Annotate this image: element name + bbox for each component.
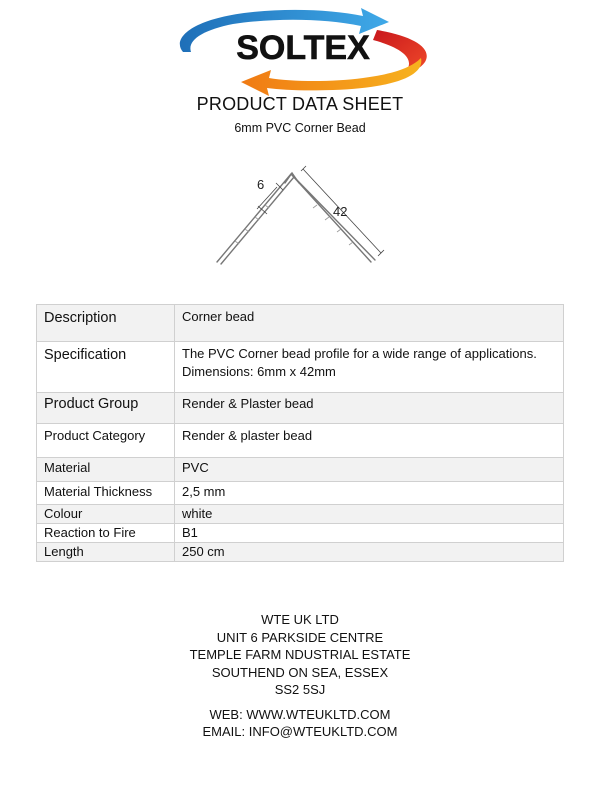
company-contact: [0, 706, 600, 740]
email-address: EMAIL: INFO@WTEUKLTD.COM: [202, 724, 398, 739]
row-value: PVC: [175, 458, 564, 482]
table-row: [37, 543, 564, 562]
table-row: [37, 305, 564, 342]
table-row: [37, 458, 564, 482]
corner-bead-diagram: [205, 165, 395, 270]
row-value: Render & Plaster bead: [175, 393, 564, 424]
row-label: Colour: [37, 505, 175, 524]
address-line: WTE UK LTD: [261, 612, 339, 627]
spec-line: Dimensions: 6mm x 42mm: [182, 364, 336, 379]
row-label: Product Category: [37, 424, 175, 458]
row-value: white: [175, 505, 564, 524]
dimension-long-label: 42: [333, 204, 348, 219]
row-value: Render & plaster bead: [175, 424, 564, 458]
page-title: PRODUCT DATA SHEET: [196, 94, 404, 114]
table-row: [37, 393, 564, 424]
table-row: [37, 505, 564, 524]
spec-table: [36, 304, 564, 562]
page-subtitle: 6mm PVC Corner Bead: [234, 121, 366, 135]
table-row: [37, 482, 564, 505]
row-value: [175, 342, 564, 393]
dimension-short-label: 6: [257, 177, 265, 192]
table-row: [37, 524, 564, 543]
address-line: UNIT 6 PARKSIDE CENTRE: [216, 629, 384, 645]
row-value: 250 cm: [175, 543, 564, 562]
soltex-logo: [163, 4, 443, 96]
row-label: Material Thickness: [37, 482, 175, 505]
address-line: SS2 5SJ: [274, 682, 326, 697]
row-label: Product Group: [37, 393, 175, 424]
row-value: Corner bead: [175, 305, 564, 342]
row-label: Material: [37, 458, 175, 482]
row-label: Description: [37, 305, 175, 342]
row-label: Length: [37, 543, 175, 562]
address-line: TEMPLE FARM NDUSTRIAL ESTATE: [189, 647, 411, 662]
company-address: [0, 611, 600, 699]
logo-text: SOLTEX: [236, 29, 370, 67]
spec-line: The PVC Corner bead profile for a wide range of applications.: [182, 346, 537, 361]
table-row: [37, 424, 564, 458]
row-value: B1: [175, 524, 564, 543]
table-row: [37, 342, 564, 393]
row-label: Specification: [37, 342, 175, 393]
web-address: WEB: WWW.WTEUKLTD.COM: [209, 707, 391, 722]
row-label: Reaction to Fire: [37, 524, 175, 543]
address-line: SOUTHEND ON SEA, ESSEX: [211, 664, 389, 680]
row-value: 2,5 mm: [175, 482, 564, 505]
